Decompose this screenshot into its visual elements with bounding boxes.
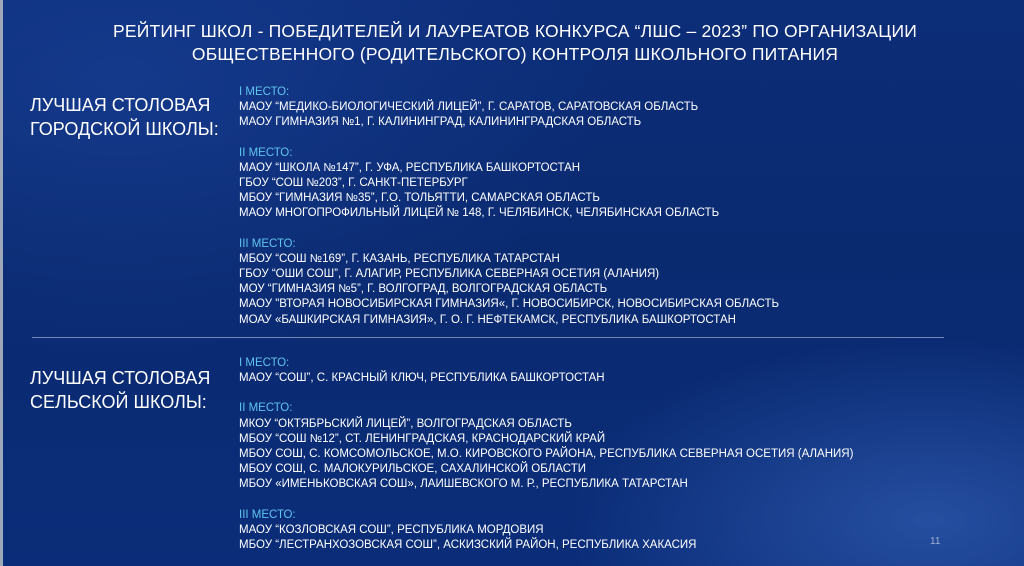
- category-rural-heading: [30, 366, 230, 414]
- slide-title: [40, 20, 990, 66]
- winner-entry: МАОУ ГИМНАЗИЯ №1, Г. КАЛИНИНГРАД, КАЛИНИНГРАДСКАЯ ОБЛАСТЬ: [239, 116, 642, 129]
- urban-place-2-group: [239, 146, 999, 222]
- category-urban-line-2: ГОРОДСКОЙ ШКОЛЫ:: [30, 119, 219, 139]
- category-urban-line-1: ЛУЧШАЯ СТОЛОВАЯ: [30, 95, 211, 115]
- winner-entry: МАОУ “ШКОЛА №147”, Г. УФА, РЕСПУБЛИКА БАШКОРТОСТАН: [239, 161, 581, 174]
- winner-entry: МБОУ СОШ, С. КОМСОМОЛЬСКОЕ, М.О. КИРОВСКОГО РАЙОНА, РЕСПУБЛИКА СЕВЕРНАЯ ОСЕТИЯ (АЛАНИЯ): [239, 448, 854, 461]
- winner-entry: МАОУ “МЕДИКО-БИОЛОГИЧЕСКИЙ ЛИЦЕЙ”, Г. САРАТОВ, САРАТОВСКАЯ ОБЛАСТЬ: [239, 101, 699, 114]
- winner-entry: МБОУ “ГИМНАЗИЯ №35”, Г.О. ТОЛЬЯТТИ, САМАРСКАЯ ОБЛАСТЬ: [239, 192, 600, 205]
- category-rural-line-1: ЛУЧШАЯ СТОЛОВАЯ: [30, 368, 211, 388]
- place-label: III МЕСТО:: [239, 508, 296, 521]
- winner-entry: МКОУ “ОКТЯБРЬСКИЙ ЛИЦЕЙ”, ВОЛГОГРАДСКАЯ ОБЛАСТЬ: [239, 417, 572, 430]
- winner-entry: МАОУ МНОГОПРОФИЛЬНЫЙ ЛИЦЕЙ № 148, Г. ЧЕЛЯБИНСК, ЧЕЛЯБИНСКАЯ ОБЛАСТЬ: [239, 207, 720, 220]
- place-label: I МЕСТО:: [239, 357, 290, 369]
- winner-entry: МОУ “ГИМНАЗИЯ №5”, Г. ВОЛГОГРАД, ВОЛГОГРАДСКАЯ ОБЛАСТЬ: [239, 283, 608, 296]
- rural-winners-list: [239, 356, 999, 566]
- title-line-2: ОБЩЕСТВЕННОГО (РОДИТЕЛЬСКОГО) КОНТРОЛЯ ШКОЛЬНОГО ПИТАНИЯ: [191, 44, 839, 64]
- urban-winners-list: [239, 85, 999, 343]
- place-label: II МЕСТО:: [239, 402, 293, 415]
- urban-place-1-group: [239, 85, 999, 131]
- rural-place-3-group: [239, 508, 999, 554]
- screen-edge: [0, 0, 3, 566]
- page-number: 11: [930, 536, 941, 547]
- place-label: I МЕСТО:: [239, 86, 290, 98]
- winner-entry: МБОУ “СОШ №169”, Г. КАЗАНЬ, РЕСПУБЛИКА ТАТАРСТАН: [239, 252, 560, 265]
- category-urban-heading: [30, 93, 230, 141]
- winner-entry: МАОУ "ВТОРАЯ НОВОСИБИРСКАЯ ГИМНАЗИЯ«, Г. НОВОСИБИРСК, НОВОСИБИРСКАЯ ОБЛАСТЬ: [239, 298, 780, 311]
- winner-entry: МАОУ “СОШ”, С. КРАСНЫЙ КЛЮЧ, РЕСПУБЛИКА БАШКОРТОСТАН: [239, 372, 605, 385]
- section-divider: [32, 337, 944, 338]
- rural-place-1-group: [239, 356, 999, 386]
- place-label: II МЕСТО:: [239, 146, 293, 159]
- winner-entry: МБОУ «ИМЕНЬКОВСКАЯ СОШ», ЛАИШЕВСКОГО М. Р., РЕСПУБЛИКА ТАТАРСТАН: [239, 478, 688, 491]
- winner-entry: МБОУ “СОШ №12”, СТ. ЛЕНИНГРАДСКАЯ, КРАСНОДАРСКИЙ КРАЙ: [239, 432, 606, 445]
- title-line-1: РЕЙТИНГ ШКОЛ - ПОБЕДИТЕЛЕЙ И ЛАУРЕАТОВ КОНКУРСА “ЛШС – 2023” ПО ОРГАНИЗАЦИИ: [113, 21, 917, 41]
- winner-entry: ГБОУ “ОШИ СОШ”, Г. АЛАГИР, РЕСПУБЛИКА СЕВЕРНАЯ ОСЕТИЯ (АЛАНИЯ): [239, 268, 660, 281]
- rural-place-2-group: [239, 401, 999, 492]
- winner-entry: МБОУ “ЛЕСТРАНХОЗОВСКАЯ СОШ”, АСКИЗСКИЙ РАЙОН, РЕСПУБЛИКА ХАКАСИЯ: [239, 539, 697, 552]
- winner-entry: МБОУ СОШ, С. МАЛОКУРИЛЬСКОЕ, САХАЛИНСКОЙ ОБЛАСТИ: [239, 463, 586, 476]
- urban-place-3-group: [239, 237, 999, 328]
- category-rural-line-2: СЕЛЬСКОЙ ШКОЛЫ:: [30, 392, 207, 412]
- winner-entry: МОАУ «БАШКИРСКАЯ ГИМНАЗИЯ», Г. О. Г. НЕФТЕКАМСК, РЕСПУБЛИКА БАШКОРТОСТАН: [239, 313, 736, 326]
- winner-entry: МАОУ “КОЗЛОВСКАЯ СОШ”, РЕСПУБЛИКА МОРДОВИЯ: [239, 523, 544, 536]
- place-label: III МЕСТО:: [239, 237, 296, 250]
- winner-entry: ГБОУ “СОШ №203”, Г. САНКТ-ПЕТЕРБУРГ: [239, 177, 468, 190]
